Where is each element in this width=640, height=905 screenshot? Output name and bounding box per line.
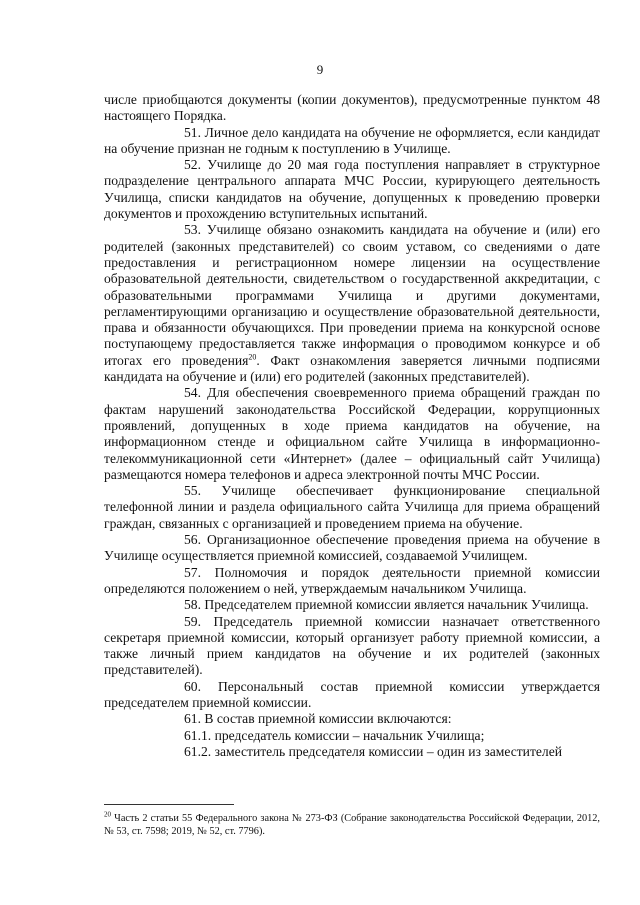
paragraph-text-continued: . Факт ознакомления заверяется личными подписями кандидата на обучение и (или) его родителей (законных представителей). [104, 352, 600, 385]
paragraph-51 [104, 125, 600, 158]
paragraph-number: 52. [184, 157, 201, 173]
paragraph-text: Личное дело кандидата на обучение не оформляется, если кандидат на обучение признан не годным к поступлению в Училище. [104, 124, 600, 156]
paragraph-number: 55. [184, 483, 201, 499]
paragraph-text: Председателем приемной комиссии является начальник Училища. [204, 597, 589, 613]
footnote-divider [104, 804, 234, 805]
paragraph-61-1 [104, 728, 600, 744]
paragraph-continuation [104, 92, 600, 125]
paragraph-text: заместитель председателя комиссии – один из заместителей [214, 743, 563, 759]
paragraph-text: Полномочия и порядок деятельности приемной комиссии определяются положением о ней, утверждаемым начальником Училища. [104, 564, 600, 596]
paragraph-text: Училище обязано ознакомить кандидата на обучение и (или) его родителей (законных представителей) со своим уставом, со сведениями о дате предоставления и регистрационном номере лицензии на осуществление образовательной деятельности, свидетельством о государственной аккредитации, с образовательными программами Училища и другими документами, регламентирующими организацию и осуществление образовательной деятельности, права и обязанности обучающихся. При проведении приема на конкурсной основе поступающему предоставляется также информация о проводимом конкурсе и об итогах его проведения [104, 222, 600, 368]
paragraph-54 [104, 385, 600, 483]
paragraph-text: В состав приемной комиссии включаются: [204, 711, 452, 727]
paragraph-55 [104, 483, 600, 532]
paragraph-text: Для обеспечения своевременного приема обращений граждан по фактам нарушений законодательства Российской Федерации, коррупционных проявлений, допущенных в ходе приема кандидатов на обучение, на информационном стенде и официальном сайте Училища в информационно-телекоммуникационной сети «Интернет» (далее – официальный сайт Училища) размещаются номера телефонов и адреса электронной почты МЧС России. [104, 385, 600, 482]
paragraph-number: 53. [184, 222, 201, 238]
paragraph-number: 60. [184, 678, 201, 694]
paragraph-text: Персональный состав приемной комиссии утверждается председателем приемной комиссии. [104, 678, 600, 710]
paragraph-text: числе приобщаются документы (копии документов), предусмотренные пунктом 48 настоящего Порядка. [104, 92, 600, 124]
paragraph-number: 61.1. [184, 727, 212, 743]
paragraph-57 [104, 565, 600, 598]
paragraph-56 [104, 532, 600, 565]
paragraph-number: 51. [184, 124, 201, 140]
paragraph-text: Председатель приемной комиссии назначает ответственного секретаря приемной комиссии, который организует работу приемной комиссии, а также личный прием кандидатов на обучение и их родителей (законных представителей). [104, 613, 600, 678]
paragraph-number: 61. [184, 711, 201, 727]
paragraph-number: 54. [184, 385, 201, 401]
paragraph-number: 59. [184, 613, 201, 629]
paragraph-text: председатель комиссии – начальник Училища; [214, 727, 485, 743]
paragraph-60 [104, 679, 600, 712]
page-number: 9 [316, 62, 324, 77]
paragraph-52 [104, 157, 600, 222]
footnote-text: Часть 2 статьи 55 Федерального закона № 273-ФЗ (Собрание законодательства Российской Федерации, 2012, № 53, ст. 7598; 2019, № 52, ст. 7796). [104, 813, 601, 837]
paragraph-text: Организационное обеспечение проведения приема на обучение в Училище осуществляется приемной комиссией, создаваемой Училищем. [104, 532, 600, 564]
paragraph-text: Училище обеспечивает функционирование специальной телефонной линии и раздела официального сайта Училища для приема обращений граждан, связанных с организацией и проведением приема на обучение. [104, 483, 600, 531]
paragraph-number: 61.2. [184, 743, 212, 759]
paragraph-text: Училище до 20 мая года поступления направляет в структурное подразделение центрального аппарата МЧС России, курирующего деятельность Училища, списки кандидатов на обучение, допущенных к проведению проверки документов и прохождению вступительных испытаний. [104, 157, 600, 222]
footnote-marker: 20 [104, 810, 111, 819]
footnote [104, 812, 600, 838]
paragraph-61-2 [104, 744, 600, 760]
document-body [104, 92, 600, 760]
footnote-reference[interactable]: 20 [248, 352, 257, 362]
paragraph-number: 58. [184, 597, 201, 613]
paragraph-58 [104, 597, 600, 613]
paragraph-number: 57. [184, 564, 201, 580]
paragraph-61 [104, 711, 600, 727]
paragraph-number: 56. [184, 532, 201, 548]
paragraph-59 [104, 614, 600, 679]
paragraph-53 [104, 222, 600, 385]
